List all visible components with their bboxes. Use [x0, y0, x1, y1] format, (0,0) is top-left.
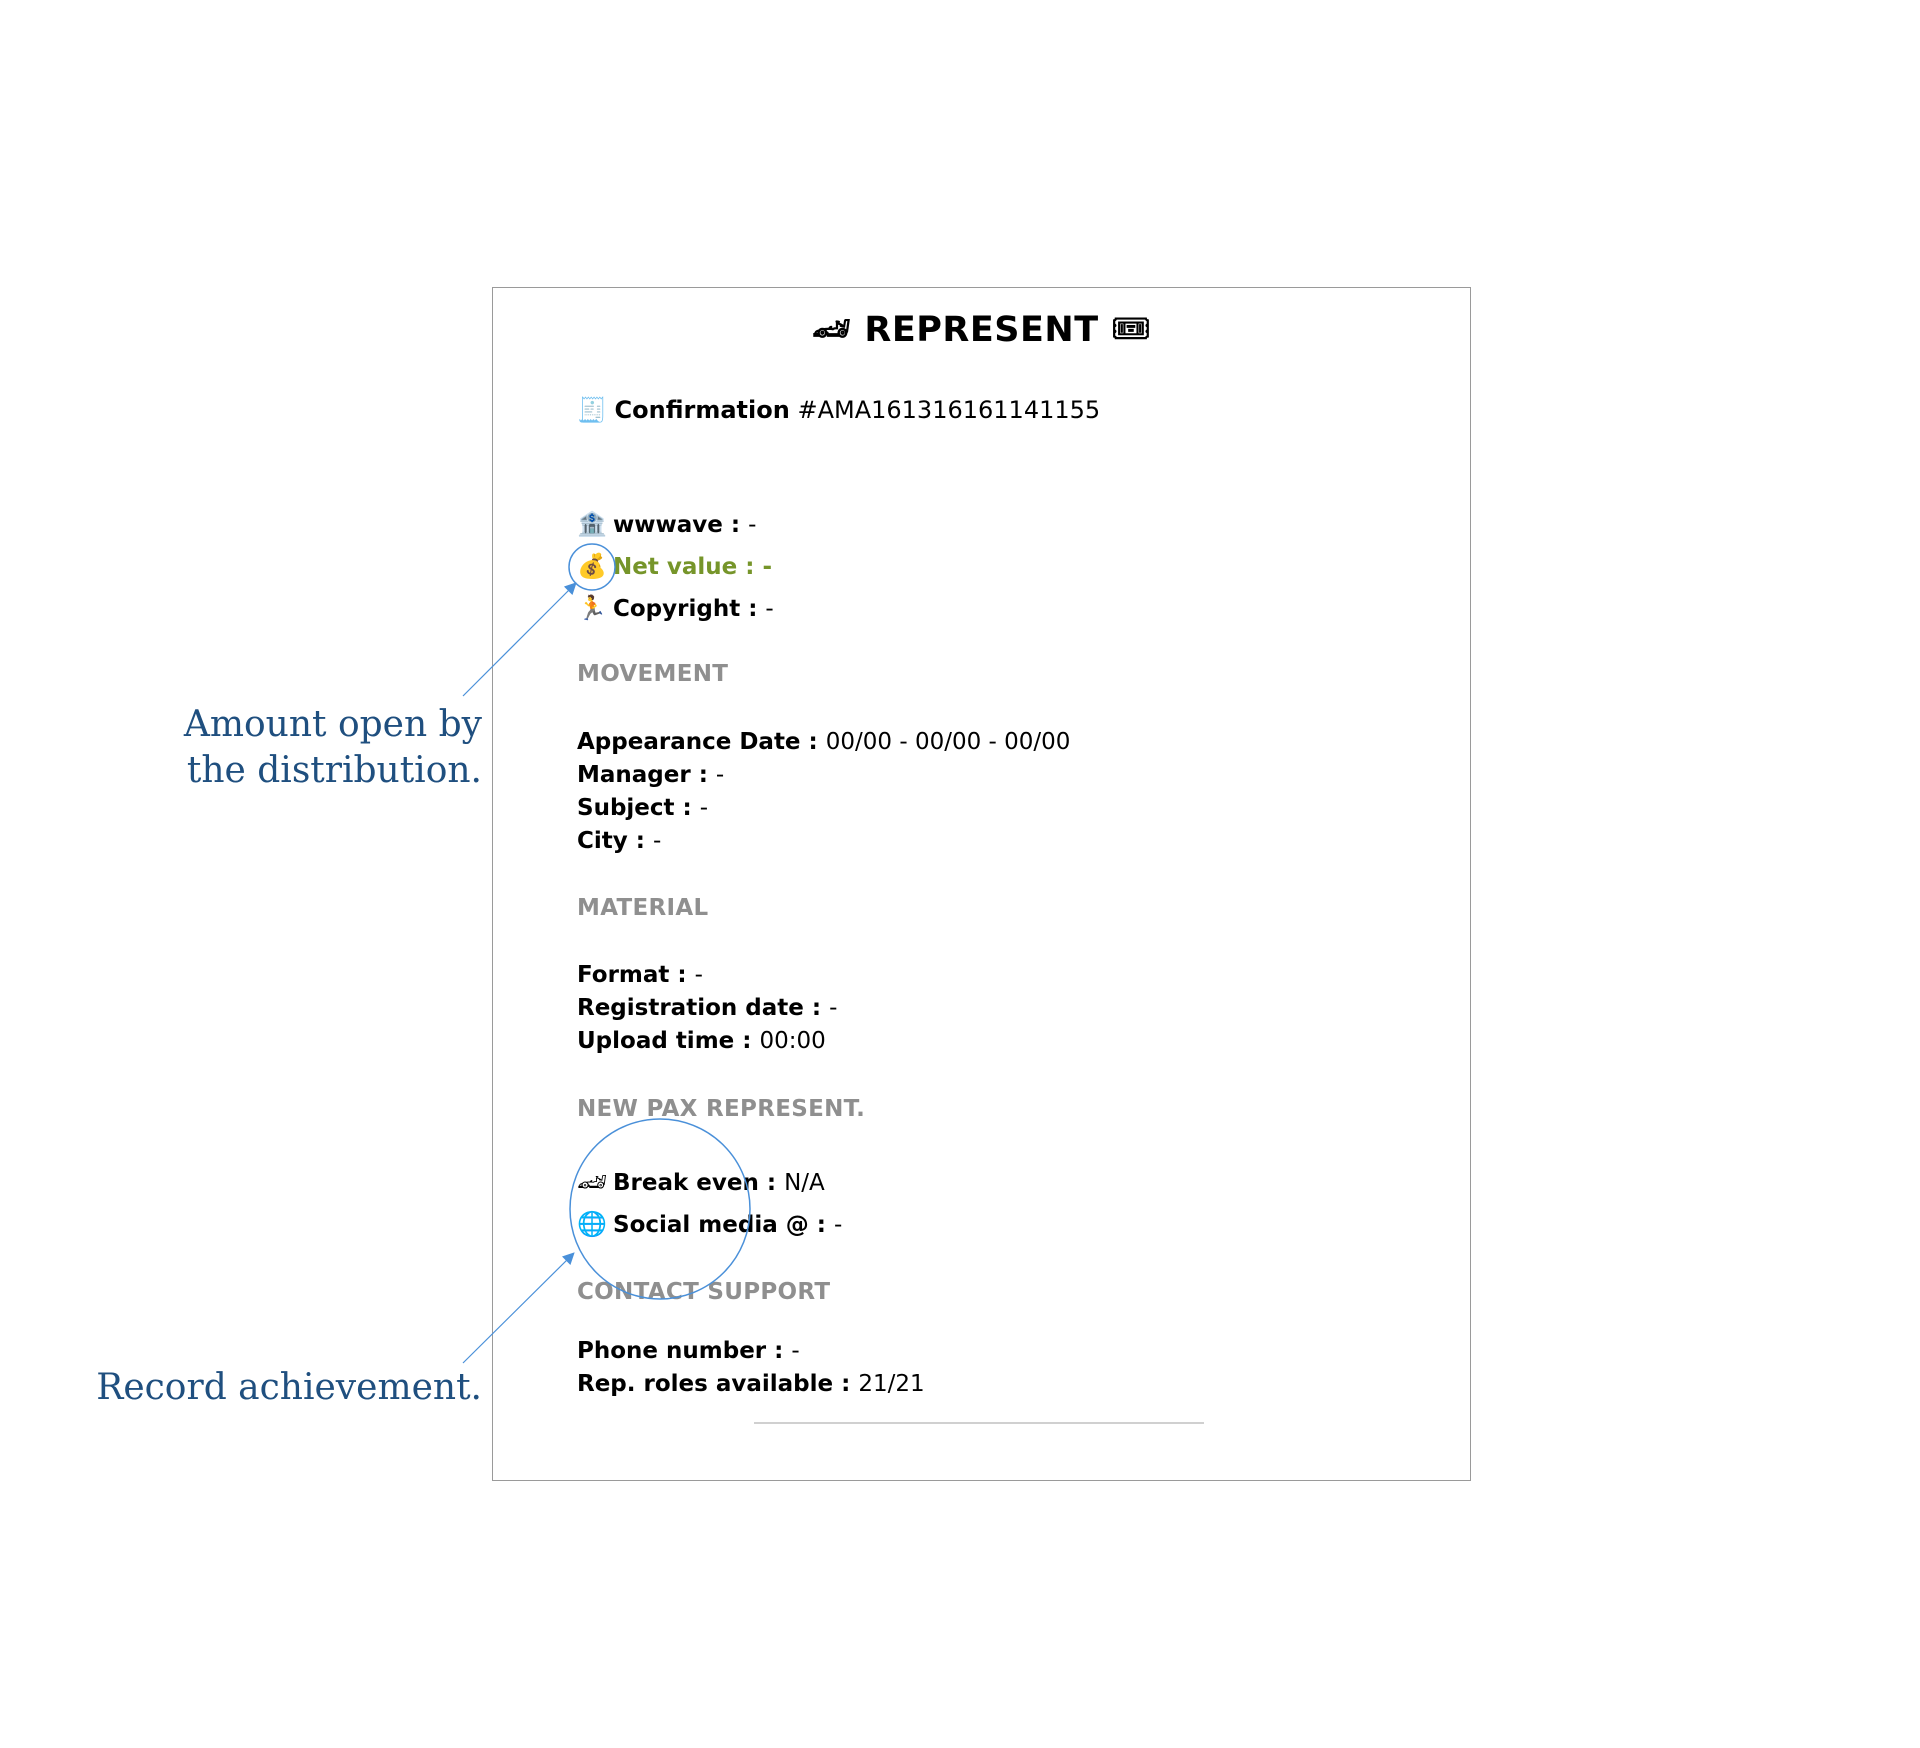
bottom-divider	[754, 1422, 1204, 1424]
globe-icon: 🌐	[577, 1210, 607, 1238]
money-bag-icon: 💰	[577, 552, 607, 580]
field-city	[577, 828, 661, 854]
receipt-icon: 🧾	[577, 396, 607, 424]
section-heading-movement: MOVEMENT	[577, 661, 729, 687]
annotation-net-value: Amount open by the distribution.	[183, 704, 482, 791]
field-registration-date	[577, 995, 837, 1021]
summary-label: Copyright :	[613, 596, 766, 622]
runner-icon: 🏃	[577, 594, 607, 622]
field-value: -	[715, 762, 725, 788]
field-value: -	[829, 995, 838, 1021]
field-label: Registration date :	[577, 995, 830, 1021]
field-label: Appearance Date :	[577, 729, 826, 755]
field-label: Subject :	[577, 795, 700, 821]
field-subject	[577, 795, 708, 821]
field-value: -	[699, 795, 709, 821]
field-label: Format :	[577, 962, 695, 988]
bank-icon: 🏦	[577, 510, 607, 538]
field-label: Break even :	[613, 1170, 785, 1196]
field-value: -	[652, 828, 662, 854]
field-value: -	[694, 962, 703, 988]
section-heading-material: MATERIAL	[577, 895, 709, 921]
summary-label: wwwave :	[613, 512, 749, 538]
summary-value: -	[765, 596, 774, 622]
field-value: N/A	[784, 1170, 825, 1196]
confirmation-number: #AMA161316161141155	[797, 396, 1101, 424]
page-title	[493, 310, 1470, 350]
field-label: Rep. roles available :	[577, 1371, 859, 1397]
receipt-card	[492, 287, 1471, 1481]
summary-label: Net value :	[613, 554, 763, 580]
section-heading-new-pax: NEW PAX REPRESENT.	[577, 1096, 866, 1122]
ticket-icon: 🎟	[1111, 311, 1152, 347]
field-value: -	[791, 1338, 800, 1364]
race-car-icon: 🏎	[811, 311, 852, 347]
field-phone-number	[577, 1338, 800, 1364]
field-label: City :	[577, 828, 653, 854]
field-format	[577, 962, 703, 988]
field-social-media	[577, 1210, 842, 1238]
field-appearance-date	[577, 729, 1070, 755]
summary-value: -	[762, 554, 772, 580]
section-heading-contact: CONTACT SUPPORT	[577, 1279, 831, 1305]
summary-value: -	[748, 512, 757, 538]
field-label: Upload time :	[577, 1028, 760, 1054]
field-value: 00/00 - 00/00 - 00/00	[825, 729, 1071, 755]
race-car-icon: 🏎	[577, 1168, 608, 1196]
field-label: Manager :	[577, 762, 716, 788]
field-label: Social media @ :	[613, 1212, 834, 1238]
field-break-even	[577, 1168, 825, 1196]
annotation-record: Record achievement.	[96, 1367, 482, 1408]
summary-row-copyright	[577, 594, 774, 622]
field-value: 00:00	[759, 1028, 826, 1054]
field-value: -	[833, 1212, 843, 1238]
field-value: 21/21	[858, 1371, 925, 1397]
confirmation-label: Confirmation	[614, 396, 790, 424]
summary-row-net-value	[577, 552, 772, 580]
field-label: Phone number :	[577, 1338, 792, 1364]
summary-row-wwwave	[577, 510, 756, 538]
field-upload-time	[577, 1028, 826, 1054]
confirmation-line	[577, 396, 1100, 424]
title-text: REPRESENT	[864, 310, 1099, 350]
field-manager	[577, 762, 724, 788]
field-rep-roles	[577, 1371, 925, 1397]
